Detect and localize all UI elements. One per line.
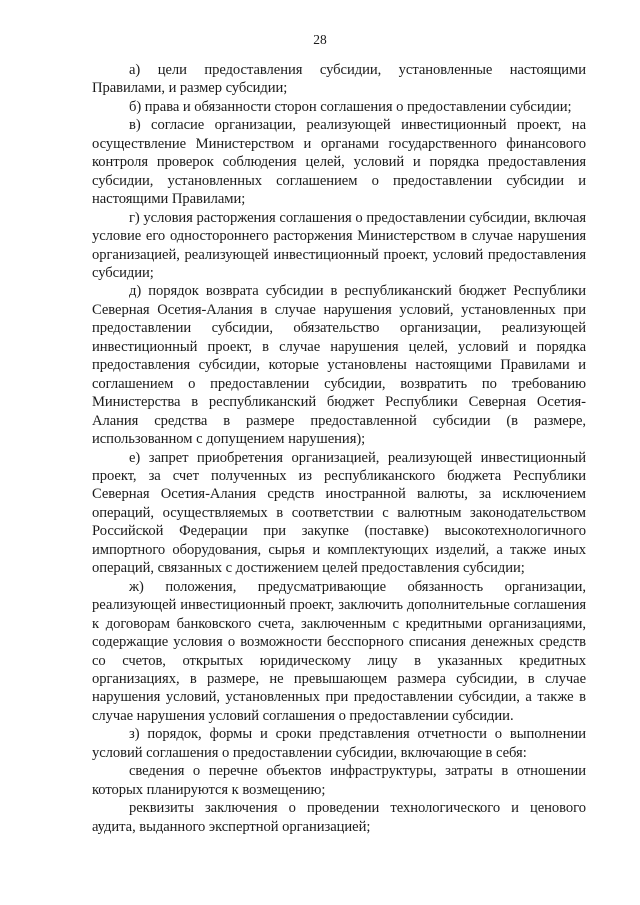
paragraph-z: з) порядок, формы и сроки представления отчетности о выполнении условий соглашения о предоставлении субсидии, включающие в себя: <box>92 726 586 761</box>
paragraph-zh: ж) положения, предусматривающие обязанность организации, реализующей инвестиционный проект, заключить дополнительные соглашения к договорам банковского счета, заключенным с кредитными организациями, содержащие условия о возможности бесспорного списания денежных средств со счетов, открытых юридическому лицу в указанных кредитных организациях, в размере, не превышающем размера субсидии, в случае нарушения условий, установленных при предоставлении субсидии, а также в случае нарушения условий соглашения о предоставлении субсидии. <box>92 578 586 724</box>
paragraph-e: е) запрет приобретения организацией, реализующей инвестиционный проект, за счет полученных из республиканского бюджета Республики Северная Осетия-Алания средств иностранной валюты, за исключением операций, осуществляемых в соответствии с валютным законодательством Российской Федерации при закупке (поставке) высокотехнологичного импортного оборудования, сырья и комплектующих изделий, а также иных операций, связанных с достижением целей предоставления субсидии; <box>92 449 586 577</box>
document-body <box>92 61 586 836</box>
paragraph-infrastructure-list: сведения о перечне объектов инфраструктуры, затраты в отношении которых планируются к возмещению; <box>92 763 586 798</box>
paragraph-v: в) согласие организации, реализующей инвестиционный проект, на осуществление Министерством и органами государственного финансового контроля проверок соблюдения целей, условий и порядка предоставления субсидии, установленных соглашением о предоставлении субсидии и настоящими Правилами; <box>92 117 586 208</box>
page-number: 28 <box>313 32 327 47</box>
paragraph-d: д) порядок возврата субсидии в республиканский бюджет Республики Северная Осетия-Алания в случае нарушения условий, установленных при предоставлении субсидии, обязательство организации, реализующей инвестиционный проект, в случае нарушения целей, условий и порядка предоставления субсидии, которые установлены настоящими Правилами и соглашением о предоставлении субсидии, возвратить по требованию Министерства в республиканский бюджет Республики Северная Осетия-Алания средства в размере предоставленной субсидии (в размере, использованном с допущением нарушения); <box>92 283 586 448</box>
paragraph-a: а) цели предоставления субсидии, установленные настоящими Правилами, и размер субсидии; <box>92 62 586 97</box>
paragraph-audit-details: реквизиты заключения о проведении технологического и ценового аудита, выданного экспертной организацией; <box>92 800 586 835</box>
paragraph-g: г) условия расторжения соглашения о предоставлении субсидии, включая условие его одностороннего расторжения Министерством в случае нарушения организацией, реализующей инвестиционный проект, условий предоставления субсидии; <box>92 209 586 281</box>
paragraph-b: б) права и обязанности сторон соглашения о предоставлении субсидии; <box>129 98 572 115</box>
